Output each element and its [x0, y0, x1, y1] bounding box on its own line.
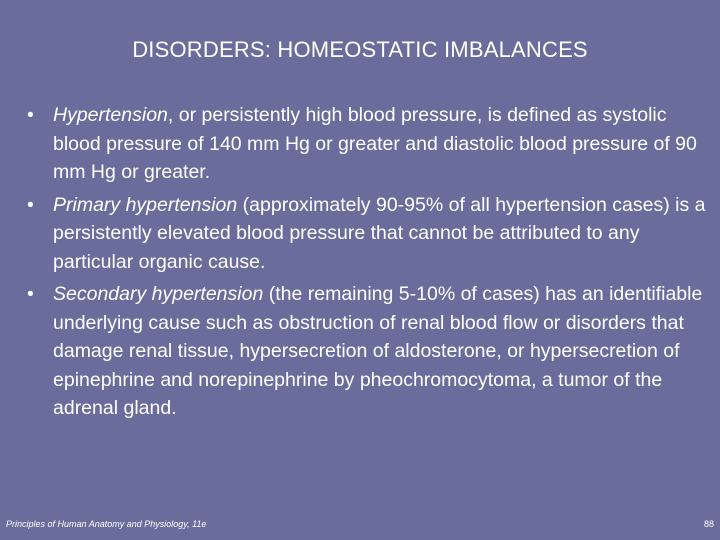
bullet-item-primary-hypertension — [27, 191, 707, 277]
bullet-text: , or persistently high blood pressure, is defined as systolic blood pressure of 140 mm Hg or greater and diastolic blood pressure of 90 mm Hg or greater. — [53, 104, 697, 183]
bullet-item-secondary-hypertension — [27, 280, 707, 423]
bullet-icon: • — [27, 104, 34, 126]
page-number: 88 — [703, 519, 714, 529]
bullet-term: Primary hypertension — [53, 193, 238, 216]
bullet-term: Secondary hypertension — [53, 283, 264, 305]
bullet-term: Hypertension — [53, 104, 168, 126]
bullet-icon: • — [27, 193, 34, 216]
slide-title: DISORDERS: HOMEOSTATIC IMBALANCES — [132, 37, 588, 62]
bullet-list — [27, 101, 707, 427]
footer-citation: Principles of Human Anatomy and Physiology, 11e — [6, 519, 207, 529]
bullet-icon: • — [27, 283, 34, 305]
bullet-item-hypertension — [27, 101, 707, 187]
bullet-text: (the remaining 5-10% of cases) has an identifiable underlying cause such as obstruction of renal blood flow or disorders that damage renal tissue, hypersecretion of aldosterone, or hypersecretion of epinephrine and norepinephrine by pheochromocytoma, a tumor of the adrenal gland. — [53, 283, 703, 419]
bullet-text: (approximately 90-95% of all hypertension cases) is a persistently elevated blood pressure that cannot be attributed to any particular organic cause. — [53, 193, 706, 273]
